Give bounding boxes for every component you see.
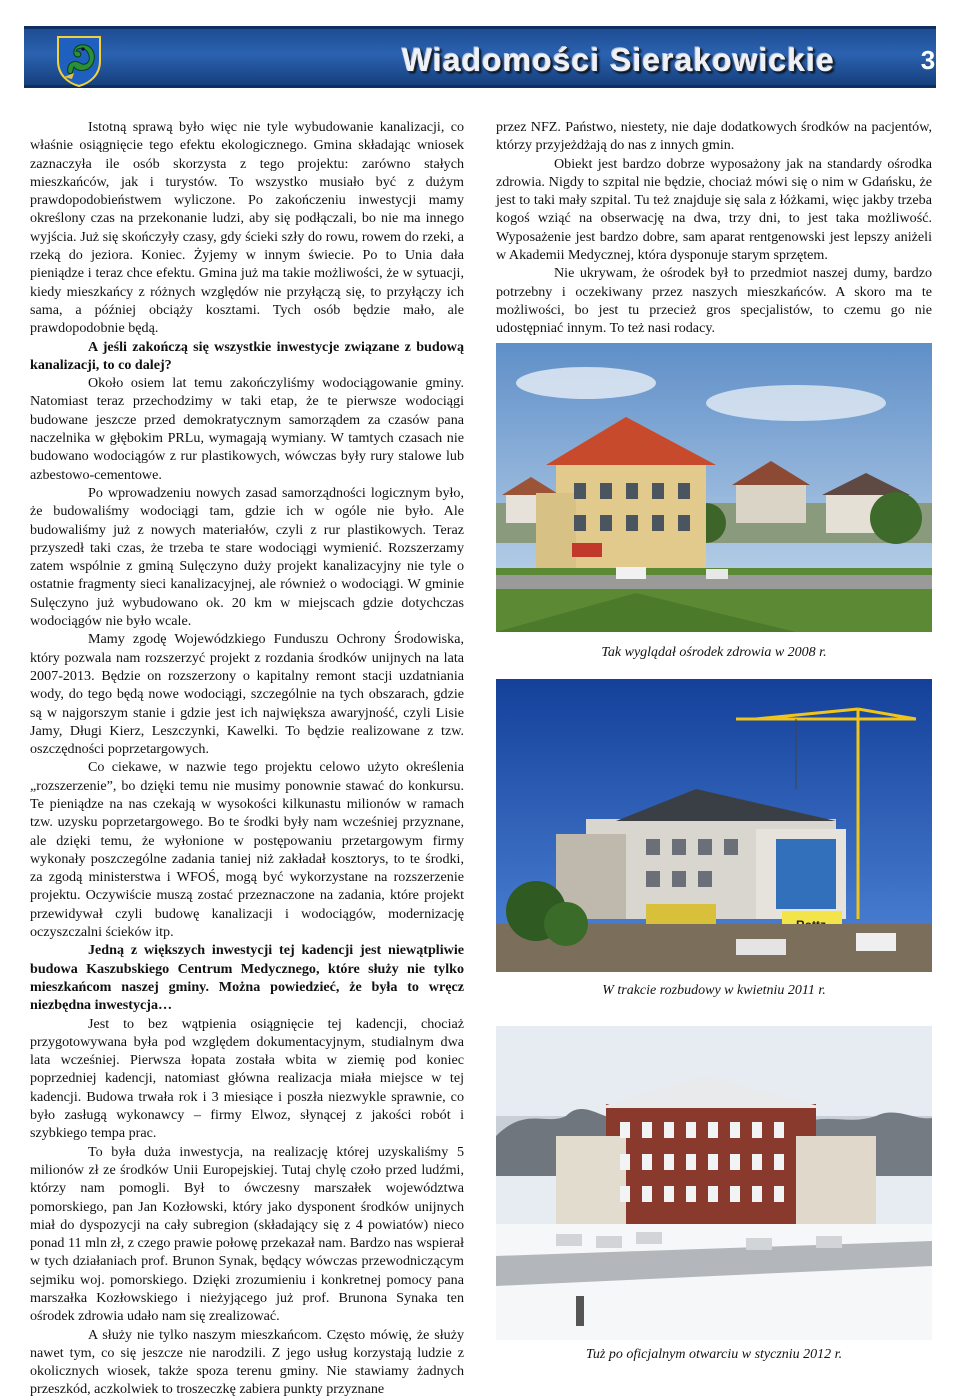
left-column xyxy=(30,118,464,1399)
page-header xyxy=(24,26,936,88)
coat-of-arms-logo xyxy=(52,33,106,87)
paragraph: przez NFZ. Państwo, niestety, nie daje dodatkowych środków na pacjentów, którzy przyjeżdżają do nas z innych gmin. xyxy=(496,119,932,154)
paragraph: Jest to bez wątpienia osiągnięcie tej kadencji, chociaż przygotowywana była pod względem dokumentacyjnym, studialnym dwa lata wcześniej. Pierwsza łopata została wbita w ziemię pod koniec poprzedniej kadencji, natomiast główna realizacja miała miejsce w tej kadencji. Budowa trwała rok i 3 miesiące i poszła niezwykle sprawnie, co było zasługą wykonawcy – firmy Elwoz, słynącej z jakości robót i szybkiego tempa prac. xyxy=(30,1015,464,1142)
paragraph: Po wprowadzeniu nowych zasad samorządności logicznym było, że budowaliśmy wodociągi tam, gdzie ich w ogóle nie było. Ale budowaliśmy już z nowych materiałów, czyli z rur plastikowych. Teraz przyszedł taki czas, że trzeba te stare wodociągi wymienić. Rozszerzamy zatem wspólnie z gminą Sulęczyno duży projekt kanalizacyjny nie tyle o ostatnie fragmenty sieci kanalizacyjnej, ale również o wodociągi. W gminie Sulęczyno już wybudowano ok. 20 km w miejscach gdzie dotychczas wodociągów nie było wcale. xyxy=(30,484,464,630)
interview-question: Jedną z większych inwestycji tej kadencji jest niewątpliwie budowa Kaszubskiego Centrum Medycznego, które służy nie tylko mieszkańcom naszej gminy. Można powiedzieć, że była to wręcz niezbędna inwestycja… xyxy=(30,942,464,1014)
photo-caption: W trakcie rozbudowy w kwietniu 2011 r. xyxy=(602,983,826,998)
page-number: 3 xyxy=(920,45,936,75)
paragraph: Istotną sprawą było więc nie tyle wybudowanie kanalizacji, co właśnie osiągnięcie tego efektu ekologicznego. Gmina składając wniosek zaznaczyła ile osób skorzysta z tego projektu: zarówno stałych mieszkańców, jak i turystów. To wszystko musiało być z dużym prawdopodobieństwem wyliczone. Po zakończeniu inwestycji mamy określony czas na przekonanie ludzi, aby się podłączali, bo nie ma innego wyjścia. Już się skończyły czasy, gdy ścieki szły do rowu, rowem do rzeki, a rzeką do jeziora. Koniec. Żyjemy w innym świecie. Po to Unia dała pieniądze i teraz chce efektu. Gmina już ma takie możliwości, że w sytuacji, kiedy mieszkańcy z różnych względów nie przyłączą się, to przyłączy ich sama, a później obciąży kosztami. Tych osób będzie mało, ale prawdopodobnie będą. xyxy=(30,119,464,337)
photo-caption: Tak wyglądał ośrodek zdrowia w 2008 r. xyxy=(601,645,827,660)
paragraph: Około osiem lat temu zakończyliśmy wodociągowanie gminy. Natomiast teraz przechodzimy w taki etap, że te pierwsze wodociągi budowane jeszcze przed demokratycznym samorządem za czasów pana naczelnika w głębokim PRLu, wymagają wymiany. W tamtych czasach nie budowano wodociągów z rur plastikowych, wówczas były rury stalowe lub azbestowo-cementowe. xyxy=(30,375,464,483)
paragraph: Obiekt jest bardzo dobrze wyposażony jak na standardy ośrodka zdrowia. Nigdy to szpital nie będzie, chociaż mówi się o nim w Gdańsku, że jest to taki mały szpital. Tu też znajduje się sala z łóżkami, więc jakby trzeba kogoś wziąć na obserwację na dwa, trzy dni, to jest taka możliwość. Wyposażenie jest bardzo dobre, sam aparat rentgenowski jest lepszy aniżeli w Akademii Medycznej, która dysponuje starym sprzętem. xyxy=(496,155,932,264)
paragraph: Co ciekawe, w nazwie tego projektu celowo użyto określenia „rozszerzenie”, bo dzięki temu nie musimy ponownie stawać do konkursu. Te pieniądze na nas czekają w wysokości kilkunastu milionów w ramach tzw. uzysku poprzetargowego. Bo te środki były nam wcześniej przyznane, ale dzięki temu, że wyłonione w postępowaniu przetargowym firmy wykonały poszczególne zadania taniej niż zakładał kosztorys, to te środki, za zgodą ministerstwa i WFOŚ, mogą być wykorzystane na rozszerzenie projektu. Oczywiście muszą zostać przeznaczone na zadania, które projekt przewidywał czyli budowę kanalizacji i wodociągów, modernizację oczyszczalni ścieków itp. xyxy=(30,759,464,941)
paragraph: To była duża inwestycja, na realizację której uzyskaliśmy 5 milionów zł ze środków Unii Europejskiej. Tutaj chylę czoło przed ludźmi, którzy nam pomogli. Był to ówczesny marszałek województwa pomorskiego, pan Jan Kozłowski, który jako dysponent środków unijnych miał do dyspozycji na cały subregion (składający się z 4 powiatów) nieco ponad 11 mln zł, z czego prawie połowę przekazał nam. Bardzo nas wspierał w tych działaniach prof. Brunon Synak, będący wówczas przewodniczącym sejmiku woj. pomorskiego. Dzięki zrozumieniu i konkretnej pomocy pana marszałka Kozłowskiego i nieżyjącego już prof. Brunona Synaka ten ośrodek zdrowia udało nam się zrealizować. xyxy=(30,1143,464,1325)
right-column xyxy=(496,118,932,338)
interview-question: A jeśli zakończą się wszystkie inwestycje związane z budową kanalizacji, to co dalej? xyxy=(30,338,464,373)
paragraph: A służy nie tylko naszym mieszkańcom. Często mówię, że służy nawet tym, co się jeszcze nie narodzili. Z jego usług korzystają ludzie z okolicznych wiosek, także spoza terenu gminy. Nie stawiamy żadnych przeszkód, aczkolwiek to troszeczkę zabiera punkty przyznane xyxy=(30,1326,464,1398)
photo-construction-2011 xyxy=(496,679,932,972)
photo-caption: Tuż po oficjalnym otwarciu w styczniu 2012 r. xyxy=(585,1347,843,1362)
masthead-title: Wiadomości Sierakowickie xyxy=(402,42,835,78)
photo-health-centre-2008 xyxy=(496,343,932,632)
photo-opening-2012 xyxy=(496,1026,932,1340)
paragraph: Nie ukrywam, że ośrodek był to przedmiot naszej dumy, bardzo potrzebny i oczekiwany przez naszych mieszkańców. A skoro ma te możliwości, bo jest tu przecież gros specjalistów, to czemu go nie udostępniać innym. To też nasi rodacy. xyxy=(496,265,932,337)
paragraph: Mamy zgodę Wojewódzkiego Funduszu Ochrony Środowiska, który pozwala nam rozszerzyć projekt z rozdania środków unijnych na lata 2007-2013. Będzie on rozszerzony o kapitalny remont stacji uzdatniania wody, do tego będą nowe wodociągi, szczególnie na tych obszarach, gdzie są w najgorszym stanie i gdzie jest ich największa awaryjność, czyli Lisie Jamy, Długi Kierz, Leszczynki, Kawelki. To będzie realizowane z tzw. oszczędności poprzetargowych. xyxy=(30,631,464,758)
